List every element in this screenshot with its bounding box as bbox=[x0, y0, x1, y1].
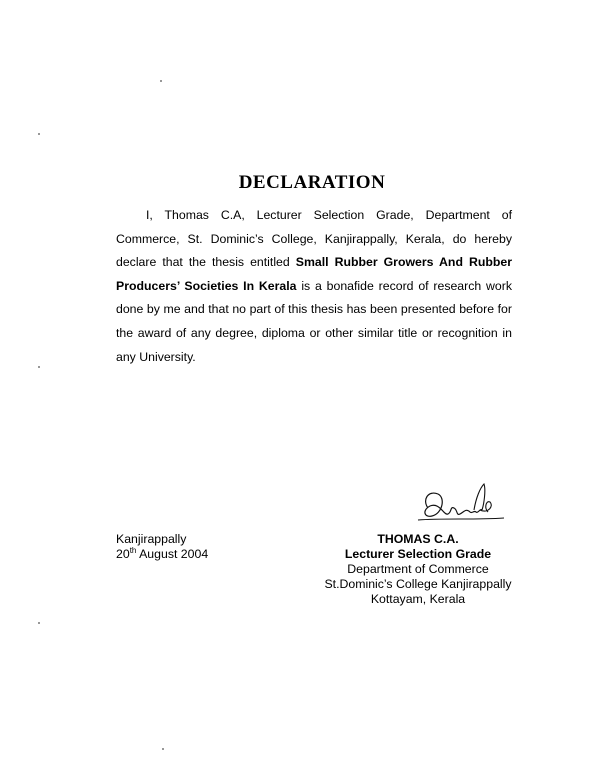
place-date-block bbox=[116, 532, 208, 562]
scan-speck bbox=[162, 748, 164, 750]
thesis-title: Small Rubber Growers And Rubber Producers’ Societies In Kerala bbox=[116, 255, 512, 293]
signer-block bbox=[318, 532, 518, 607]
handwritten-signature bbox=[414, 480, 506, 530]
signer-designation: Lecturer Selection Grade bbox=[344, 547, 492, 561]
place: Kanjirappally bbox=[116, 532, 187, 546]
scan-speck bbox=[38, 133, 40, 135]
declaration-text-part1: I, Thomas C.A, Lecturer Selection Grade, Department of Commerce, St. Dominic’s College, Kanjirappally, Kerala, do hereby declare that the thesis entitled bbox=[116, 208, 512, 270]
scan-speck bbox=[38, 622, 40, 624]
declaration-body bbox=[116, 204, 512, 369]
scan-speck bbox=[38, 366, 40, 368]
date-suffix: th bbox=[129, 545, 137, 555]
date-rest: August 2004 bbox=[136, 547, 209, 561]
signer-college: St.Dominic’s College Kanjirappally bbox=[324, 577, 512, 591]
signer-name: THOMAS C.A. bbox=[377, 532, 459, 546]
signer-department: Department of Commerce bbox=[347, 562, 489, 576]
scan-speck bbox=[160, 80, 162, 82]
signer-location: Kottayam, Kerala bbox=[370, 592, 466, 606]
date bbox=[116, 547, 208, 562]
declaration-text-part2: is a bonafide record of research work done by me and that no part of this thesis has been presented before for the award of any degree, diploma or other similar title or recognition in any University. bbox=[116, 278, 512, 364]
page-title: DECLARATION bbox=[238, 172, 386, 193]
date-day: 20 bbox=[116, 547, 130, 561]
